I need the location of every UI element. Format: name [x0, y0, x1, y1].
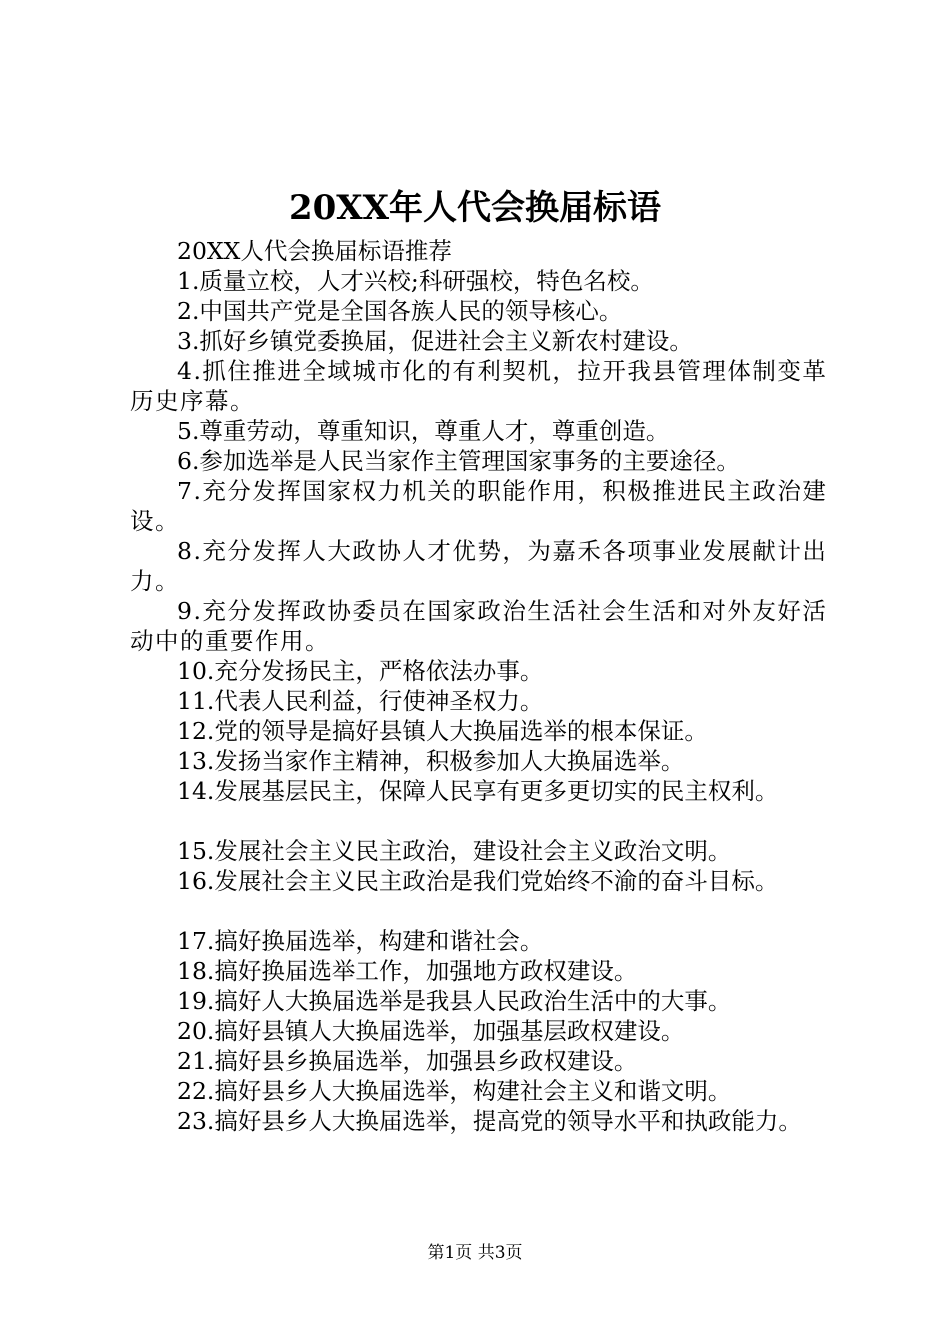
paragraph-spacer — [130, 806, 840, 836]
slogan-item-22: 22.搞好县乡人大换届选举，构建社会主义和谐文明。 — [177, 1077, 732, 1105]
document-body — [130, 236, 840, 1136]
slogan-item-4: 4.抓住推进全域城市化的有利契机，拉开我县管理体制变革历史序幕。 — [130, 357, 828, 415]
intro-paragraph: 20XX人代会换届标语推荐 — [177, 237, 452, 265]
slogan-item-2: 2.中国共产党是全国各族人民的领导核心。 — [177, 297, 623, 325]
slogan-item-20: 20.搞好县镇人大换届选举，加强基层政权建设。 — [177, 1017, 685, 1045]
slogan-item-16: 16.发展社会主义民主政治是我们党始终不渝的奋斗目标。 — [177, 867, 779, 895]
slogan-item-9: 9.充分发挥政协委员在国家政治生活社会生活和对外友好活动中的重要作用。 — [130, 597, 828, 655]
slogan-item-10: 10.充分发扬民主，严格依法办事。 — [177, 657, 544, 685]
slogan-item-17: 17.搞好换届选举，构建和谐社会。 — [177, 927, 544, 955]
slogan-item-21: 21.搞好县乡换届选举，加强县乡政权建设。 — [177, 1047, 638, 1075]
document-title: 20XX年人代会换届标语 — [288, 188, 662, 228]
slogan-item-15: 15.发展社会主义民主政治，建设社会主义政治文明。 — [177, 837, 732, 865]
slogan-item-7: 7.充分发挥国家权力机关的职能作用，积极推进民主政治建设。 — [130, 477, 828, 535]
slogan-item-23: 23.搞好县乡人大换届选举，提高党的领导水平和执政能力。 — [177, 1107, 802, 1135]
slogan-item-6: 6.参加选举是人民当家作主管理国家事务的主要途径。 — [177, 447, 740, 475]
paragraph-spacer — [130, 896, 840, 926]
slogan-item-14: 14.发展基层民主，保障人民享有更多更切实的民主权利。 — [177, 777, 779, 805]
slogan-item-3: 3.抓好乡镇党委换届，促进社会主义新农村建设。 — [177, 327, 693, 355]
slogan-item-12: 12.党的领导是搞好县镇人大换届选举的根本保证。 — [177, 717, 708, 745]
page-number-footer: 第1页 共3页 — [427, 1243, 523, 1263]
slogan-item-1: 1.质量立校，人才兴校;科研强校，特色名校。 — [177, 267, 654, 295]
slogan-item-19: 19.搞好人大换届选举是我县人民政治生活中的大事。 — [177, 987, 732, 1015]
slogan-item-8: 8.充分发挥人大政协人才优势，为嘉禾各项事业发展献计出力。 — [130, 537, 828, 595]
slogan-item-18: 18.搞好换届选举工作，加强地方政权建设。 — [177, 957, 638, 985]
slogan-item-5: 5.尊重劳动，尊重知识，尊重人才，尊重创造。 — [177, 417, 670, 445]
slogan-item-13: 13.发扬当家作主精神，积极参加人大换届选举。 — [177, 747, 685, 775]
slogan-item-11: 11.代表人民利益，行使神圣权力。 — [177, 687, 544, 715]
